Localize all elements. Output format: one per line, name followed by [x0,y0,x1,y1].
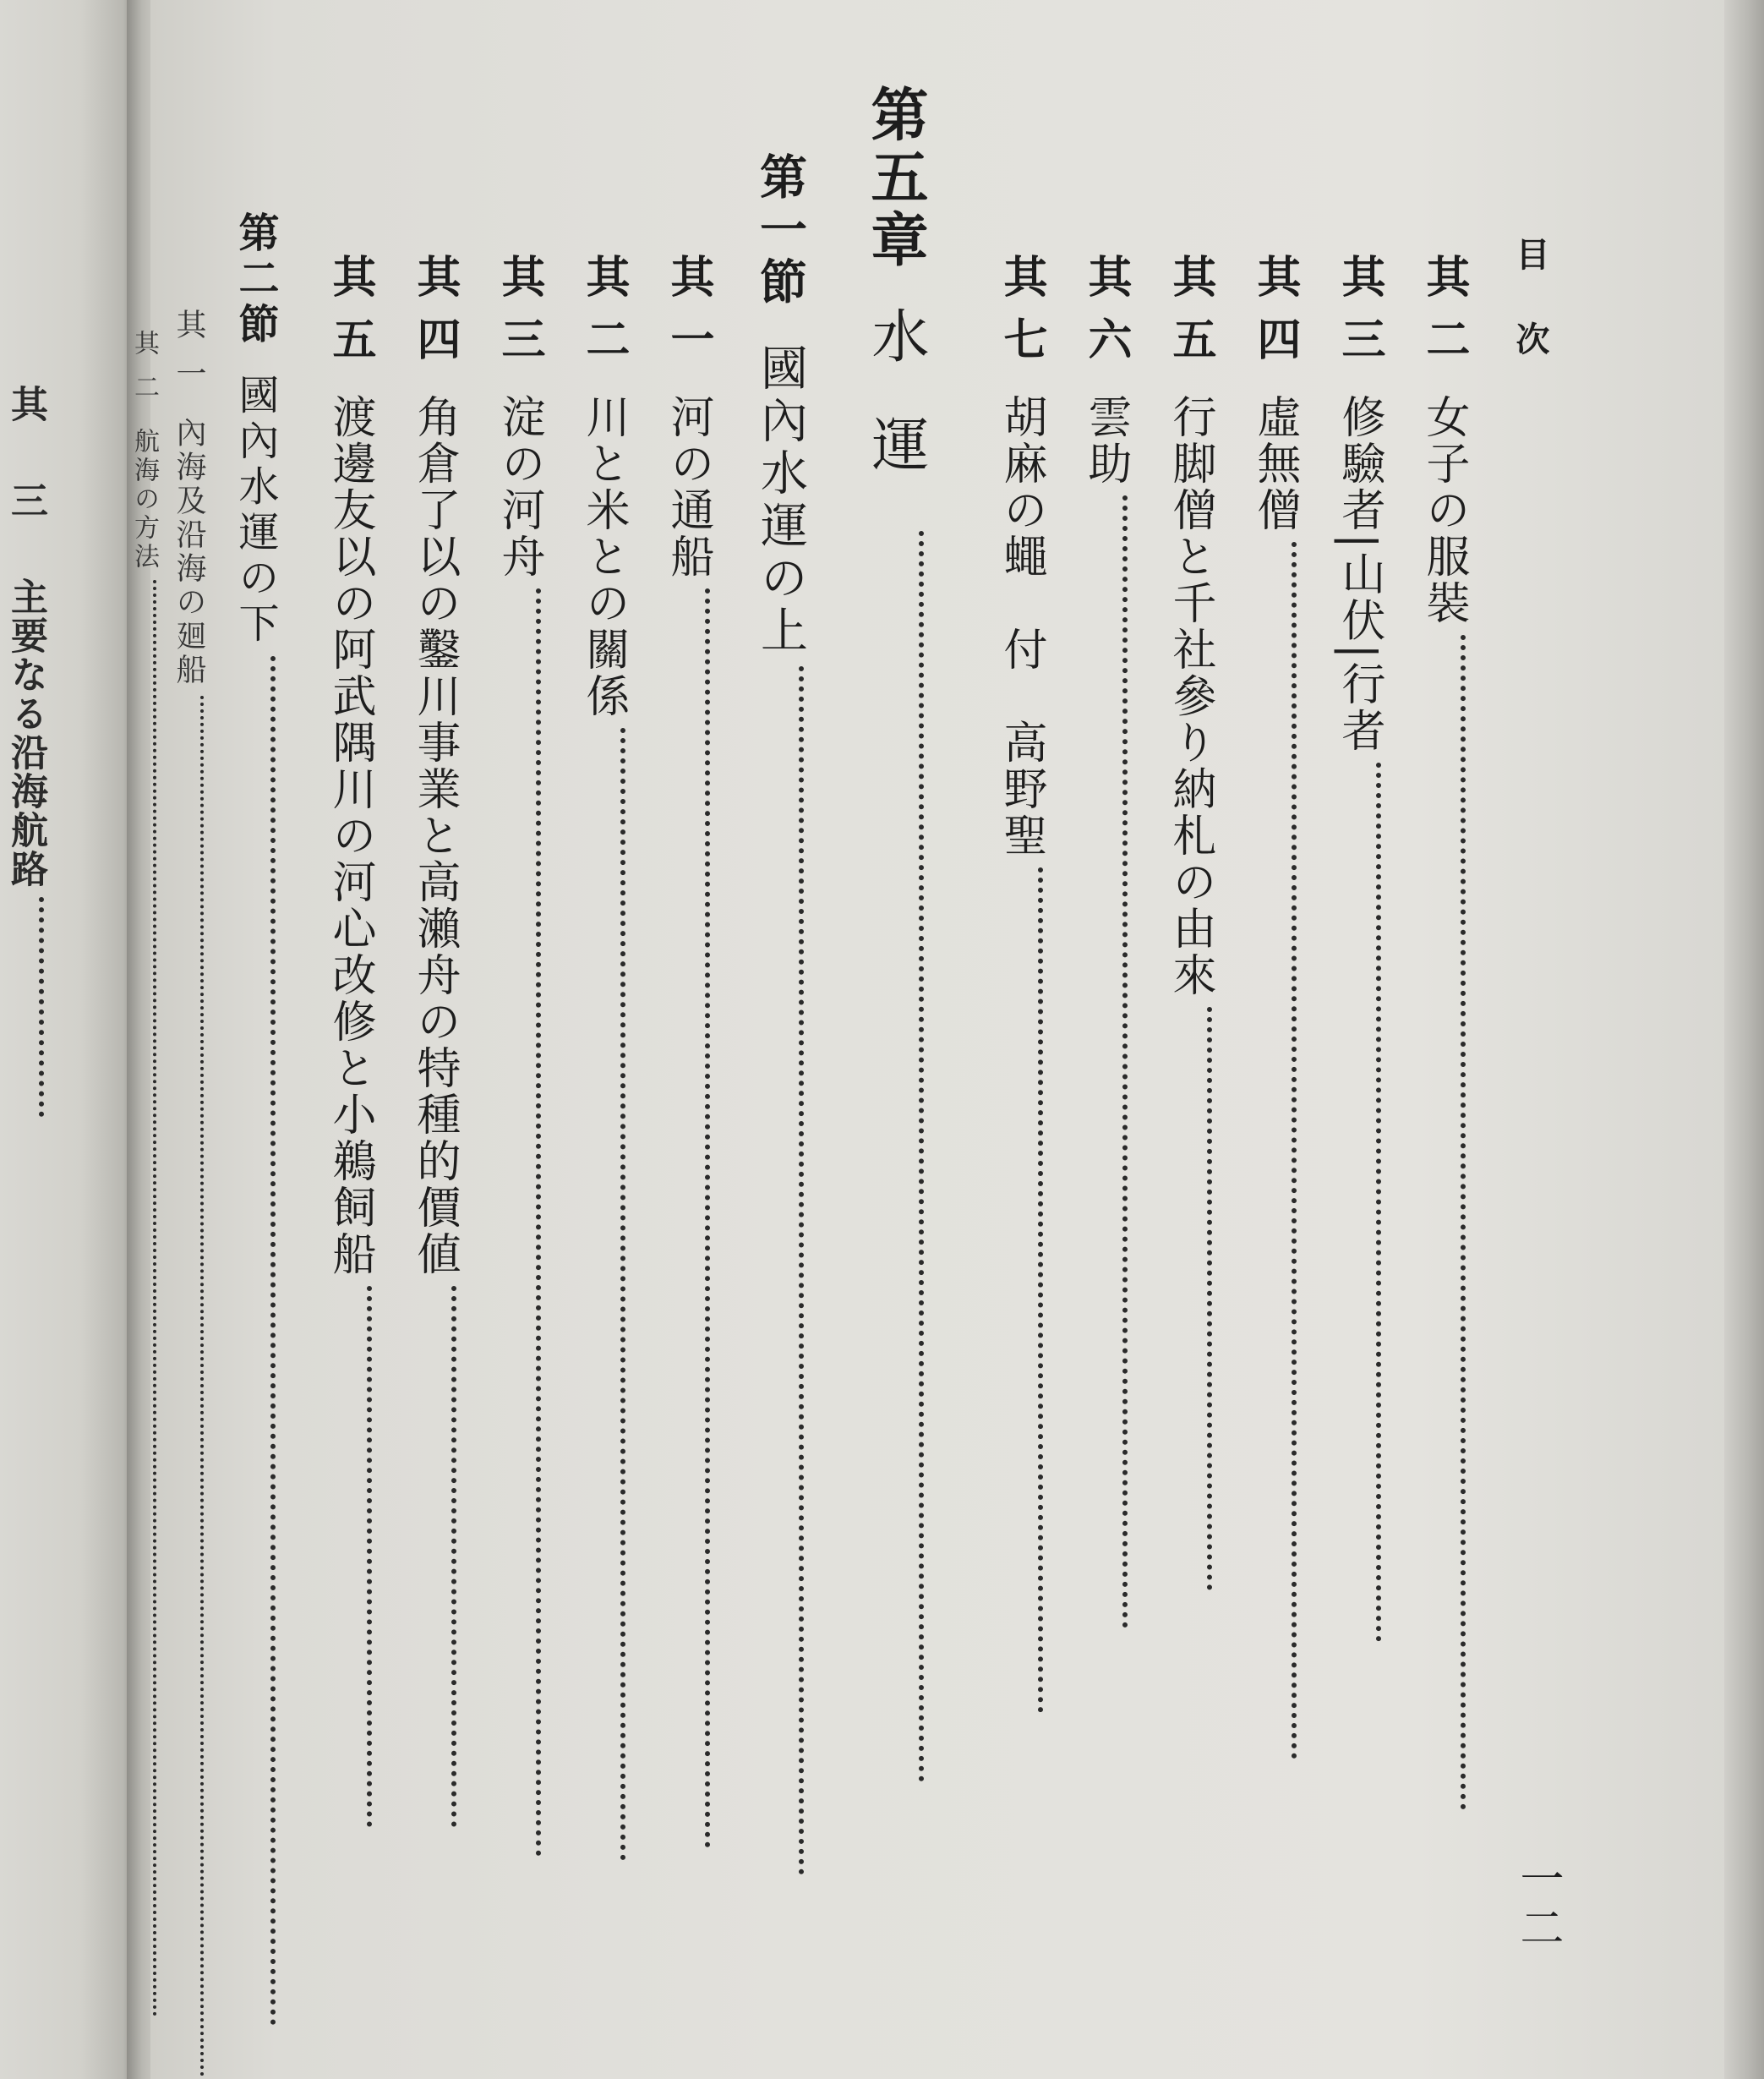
toc-entry[interactable]: 其三修驗者|山伏|行者 [1337,254,1381,1642]
toc-entry[interactable]: 其四角倉了以の鑿川事業と高瀨舟の特種的價値 [412,254,456,1827]
chapter-heading[interactable]: 第五章水運 [866,85,924,1782]
right-page [150,0,1731,2079]
toc-entry[interactable]: 其一河の通船 [666,254,710,1848]
toc-entry[interactable]: 其二航海の方法 [131,330,156,2017]
left-page-entry: 其三主要なる沿海航路 [7,385,44,1117]
toc-entry[interactable]: 其三淀の河舟 [497,254,541,1857]
toc-entry[interactable]: 其二川と米との關係 [582,254,625,1861]
toc-entry[interactable]: 其七胡麻の蠅 付 高野聖 [999,254,1043,1713]
toc-entry[interactable]: 其五行脚僧と千社參り納札の由來 [1168,254,1212,1590]
toc-entry[interactable]: 其六雲助 [1084,254,1128,1628]
section-heading[interactable]: 第一節國內水運の上 [756,152,804,1875]
section-heading[interactable]: 第二節國內水運の下 [235,211,276,2026]
toc-entry[interactable]: 其二女子の服裝 [1422,254,1466,1810]
toc-entry[interactable]: 其五渡邊友以の阿武隅川の河心改修と小鵜飼船 [328,254,372,1827]
page-number: 一二 [1512,1856,1563,1954]
toc-entry[interactable]: 其一內海及沿海の廻船 [173,309,204,2079]
toc-entry[interactable]: 其四虛無僧 [1253,254,1297,1759]
running-header: 目次 [1510,237,1550,406]
page-edge [1724,0,1764,2079]
